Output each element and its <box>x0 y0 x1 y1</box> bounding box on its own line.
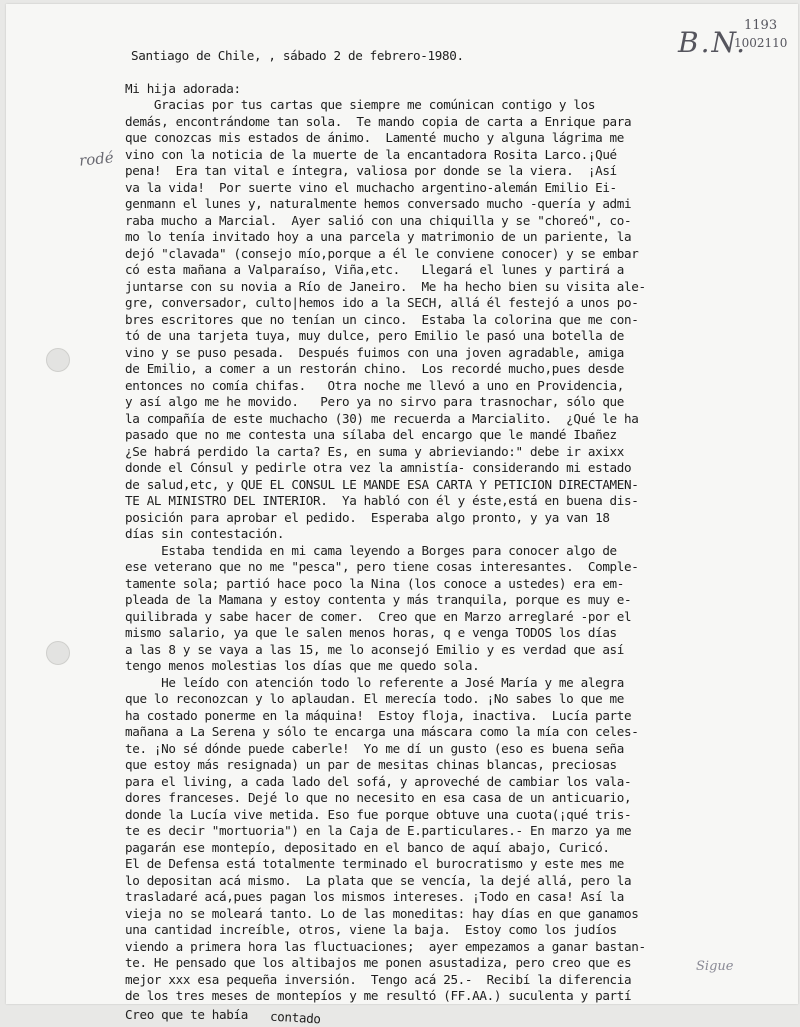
library-stamp: B.N. <box>678 26 748 59</box>
letter-line: ha costado ponerme en la máquina! Estoy floja, inactiva. Lucía parte <box>125 707 632 723</box>
date-line: Santiago de Chile, , sábado 2 de febrero-1980. <box>131 48 464 63</box>
letter-line: días sin contestación. <box>125 526 285 541</box>
letter-line: vino y se puso pesada. Después fuimos con una joven agradable, amiga <box>125 344 625 360</box>
letter-line: va la vida! Por suerte vino el muchacho argentino-alemán Emilio Ei- <box>125 179 617 195</box>
letter-line: ¿Se habrá perdido la carta? Es, en suma y abrieviando:" debe ir axixx <box>125 443 625 459</box>
letter-line: donde la Lucía vive metida. Eso fue porque obtuve una cuota(¡qué tris- <box>125 806 632 822</box>
letter-line: Estaba tendida en mi cama leyendo a Borges para conocer algo de <box>125 542 617 558</box>
letter-line: que estoy más resignada) un par de mesitas chinas blancas, preciosas <box>125 757 617 772</box>
letter-line: có esta mañana a Valparaíso, Viña,etc. Llegará el lunes y partirá a <box>125 262 625 277</box>
letter-line: pleada de la Mamana y estoy contenta y más tranquila, porque es muy e- <box>125 592 632 607</box>
letter-line: demás, encontrándome tan sola. Te mando copia de carta a Enrique para <box>125 113 632 129</box>
letter-line: de los tres meses de montepíos y me resultó (FF.AA.) suculenta y partí <box>125 988 632 1003</box>
letter-line: vieja no se moleará tanto. Lo de las moneditas: hay días en que ganamos <box>125 905 639 921</box>
letter-line: Gracias por tus cartas que siempre me comúnican contigo y los <box>125 97 596 112</box>
letter-line: mejor xxx esa pequeña inversión. Tengo acá 25.- Recibí la diferencia <box>125 971 632 987</box>
letter-line: te. He pensado que los altibajos me ponen asustadiza, pero creo que es <box>125 955 632 970</box>
letter-line: mismo salario, ya que le salen menos horas, q e venga TODOS los días <box>125 625 617 640</box>
letter-line: lo depositan acá mismo. La plata que se vencía, la dejé allá, pero la <box>125 872 632 888</box>
letter-line: pena! Era tan vital e íntegra, valiosa por donde se la viera. ¡Así <box>125 163 617 178</box>
letter-line: pasado que no me contesta una sílaba del encargo que le mandé Ibañez <box>125 427 617 442</box>
letter-page <box>6 4 798 1026</box>
handwritten-bottom-mark: Sigue <box>696 959 734 974</box>
letter-line: mañana a La Serena y sólo te encarga una máscara como la mía con celes- <box>125 724 639 739</box>
letter-line: dores franceses. Dejé lo que no necesito en esa casa de un anticuario, <box>125 790 632 805</box>
letter-line: que conozcas mis estados de ánimo. Lamenté mucho y alguna lágrima me <box>125 130 625 145</box>
letter-line: El de Defensa está totalmente terminado el burocratismo y este mes me <box>125 856 625 871</box>
letter-line: viendo a primera hora las fluctuaciones; ayer empezamos a ganar bastan- <box>125 938 646 954</box>
letter-line: una cantidad increíble, otros, viene la baja. Estoy como los judíos <box>125 922 617 937</box>
letter-line: juntarse con su novia a Río de Janeiro. Me ha hecho bien su visita ale- <box>125 278 646 294</box>
letter-line: vino con la noticia de la muerte de la encantadora Rosita Larco.¡Qué <box>125 146 617 162</box>
letter-line: de Emilio, a comer a un restorán chino. Los recordé mucho,pues desde <box>125 361 625 376</box>
letter-line: donde el Cónsul y pedirle otra vez la amnistía- considerando mi estado <box>125 460 632 475</box>
letter-line: bres escritores que no tenían un cinco. Estaba la colorina que me con- <box>125 311 639 327</box>
letter-line: TE AL MINISTRO DEL INTERIOR. Ya habló con él y éste,está en buena dis- <box>125 493 639 508</box>
letter-line: tamente sola; partió hace poco la Nina (los conoce a ustedes) era em- <box>125 575 625 591</box>
last-line-start: Creo que te había <box>125 1006 248 1022</box>
handwritten-margin-note: rodé <box>78 148 115 170</box>
letter-line: ese veterano que no me "pesca", pero tiene cosas interesantes. Comple- <box>125 559 639 574</box>
letter-line: gre, conversador, culto|hemos ido a la SECH, allá él festejó a unos po- <box>125 295 639 310</box>
last-line <box>125 1007 785 1024</box>
archive-number-bottom: 1002110 <box>734 36 788 50</box>
letter-line: genmann el lunes y, naturalmente hemos conversado mucho -quería y admi <box>125 196 632 211</box>
greeting: Mi hija adorada: <box>125 80 241 96</box>
letter-body <box>125 97 785 1005</box>
letter-line: dejó "clavada" (consejo mío,porque a él le conviene conocer) y se embar <box>125 245 639 261</box>
letter-line: te. ¡No sé dónde puede caberle! Yo me dí un gusto (eso es buena seña <box>125 740 625 756</box>
punch-hole <box>46 641 70 665</box>
last-line-end: contado <box>269 1008 321 1026</box>
letter-line: mo lo tenía invitado hoy a una parcela y matrimonio de un pariente, la <box>125 229 632 244</box>
punch-hole <box>46 348 70 372</box>
letter-line: de salud,etc, y QUE EL CONSUL LE MANDE ESA CARTA Y PETICION DIRECTAMEN- <box>125 476 639 492</box>
letter-line: la compañía de este muchacho (30) me recuerda a Marcialito. ¿Qué le ha <box>125 410 639 426</box>
archive-number-top: 1193 <box>744 18 778 33</box>
typed-letter <box>125 48 785 1026</box>
letter-line: que lo reconozcan y lo aplaudan. El merecía todo. ¡No sabes lo que me <box>125 691 625 706</box>
letter-line: pagarán ese montepío, depositado en el banco de aquí abajo, Curicó. <box>125 839 610 855</box>
letter-line: raba mucho a Marcial. Ayer salió con una chiquilla y se "choreó", co- <box>125 212 632 228</box>
letter-line: trasladaré acá,pues pagan los mismos intereses. ¡Todo en casa! Así la <box>125 889 625 904</box>
letter-line: tó de una tarjeta tuya, muy dulce, pero Emilio le pasó una botella de <box>125 328 625 343</box>
letter-line: y así algo me he movido. Pero ya no sirvo para trasnochar, sólo que <box>125 394 625 409</box>
letter-line: entonces no comía chifas. Otra noche me llevó a uno en Providencia, <box>125 377 625 393</box>
letter-line: para el living, a cada lado del sofá, y aproveché de cambiar los vala- <box>125 773 632 789</box>
letter-line: posición para aprobar el pedido. Esperaba algo pronto, y ya van 18 <box>125 509 610 525</box>
letter-line: He leído con atención todo lo referente a José María y me alegra <box>125 674 625 690</box>
letter-line: quilibrada y sabe hacer de comer. Creo que en Marzo arreglaré -por el <box>125 608 632 624</box>
letter-line: a las 8 y se vaya a las 15, me lo aconsejó Emilio y es verdad que así <box>125 641 625 657</box>
letter-line: te es decir "mortuoria") en la Caja de E.particulares.- En marzo ya me <box>125 823 632 838</box>
letter-line: tengo menos molestias los días que me quedo sola. <box>125 658 480 673</box>
